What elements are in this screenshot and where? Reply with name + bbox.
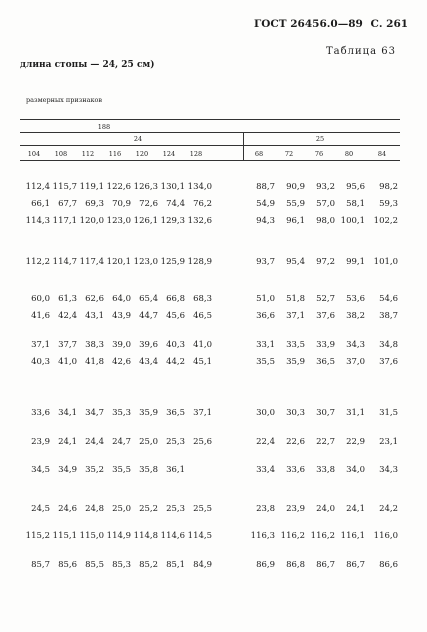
table-cell: 40,3 [31, 357, 50, 367]
table-cell: 33,4 [256, 465, 275, 475]
table-cell: 98,0 [316, 216, 335, 226]
table-label: Таблица 63 [326, 46, 396, 57]
table-cell: 64,0 [112, 294, 131, 304]
table-cell: 41,0 [193, 340, 212, 350]
table-cell: 42,4 [58, 311, 77, 321]
table-cell: 24,1 [58, 437, 77, 447]
table-cell: 85,1 [166, 560, 185, 570]
table-cell: 95,4 [286, 257, 305, 267]
table-cell: 34,7 [85, 408, 104, 418]
table-cell: 51,8 [286, 294, 305, 304]
table-cell: 38,7 [379, 311, 398, 321]
table-cell: 45,6 [166, 311, 185, 321]
table-cell: 31,1 [346, 408, 365, 418]
table-cell: 41,0 [58, 357, 77, 367]
table-cell: 24,7 [112, 437, 131, 447]
table-cell: 130,1 [160, 182, 185, 192]
table-cell: 34,5 [31, 465, 50, 475]
table-cell: 24,1 [346, 504, 365, 514]
table-cell: 36,6 [256, 311, 275, 321]
table-cell: 96,1 [286, 216, 305, 226]
foot-group-25: 25 [315, 135, 325, 143]
table-cell: 54,9 [256, 199, 275, 209]
table-cell: 126,3 [133, 182, 158, 192]
table-cell: 30,0 [256, 408, 275, 418]
table-cell: 62,6 [85, 294, 104, 304]
table-cell: 36,5 [166, 408, 185, 418]
table-cell: 115,1 [52, 531, 77, 541]
column-header: 80 [344, 150, 354, 158]
table-cell: 41,6 [31, 311, 50, 321]
table-cell: 60,0 [31, 294, 50, 304]
table-cell: 35,5 [256, 357, 275, 367]
table-cell: 116,2 [310, 531, 335, 541]
table-cell: 25,3 [166, 437, 185, 447]
table-cell: 129,3 [160, 216, 185, 226]
table-cell: 93,2 [316, 182, 335, 192]
table-cell: 37,0 [346, 357, 365, 367]
table-cell: 25,0 [139, 437, 158, 447]
rule-top [20, 119, 400, 120]
standard-number: ГОСТ 26456.0—89 [254, 18, 363, 30]
table-cell: 22,7 [316, 437, 335, 447]
table-cell: 37,6 [379, 357, 398, 367]
table-cell: 52,7 [316, 294, 335, 304]
table-cell: 123,0 [106, 216, 131, 226]
table-cell: 72,6 [139, 199, 158, 209]
rule-height [20, 132, 400, 133]
column-header: 72 [284, 150, 294, 158]
table-cell: 58,1 [346, 199, 365, 209]
table-cell: 93,7 [256, 257, 275, 267]
table-cell: 40,3 [166, 340, 185, 350]
section-label: размерных признаков [26, 96, 103, 104]
table-cell: 23,9 [286, 504, 305, 514]
table-cell: 23,9 [31, 437, 50, 447]
table-cell: 25,5 [193, 504, 212, 514]
column-header: 104 [27, 150, 41, 158]
table-cell: 43,9 [112, 311, 131, 321]
table-cell: 44,2 [166, 357, 185, 367]
table-cell: 25,0 [112, 504, 131, 514]
table-cell: 66,8 [166, 294, 185, 304]
rule-foot [20, 145, 400, 146]
column-header: 128 [189, 150, 203, 158]
table-cell: 35,2 [85, 465, 104, 475]
table-cell: 38,2 [346, 311, 365, 321]
table-cell: 33,9 [316, 340, 335, 350]
table-cell: 101,0 [373, 257, 398, 267]
table-cell: 125,9 [160, 257, 185, 267]
table-cell: 35,3 [112, 408, 131, 418]
table-cell: 39,0 [112, 340, 131, 350]
table-cell: 54,6 [379, 294, 398, 304]
table-cell: 33,5 [286, 340, 305, 350]
table-cell: 126,1 [133, 216, 158, 226]
table-cell: 24,6 [58, 504, 77, 514]
table-cell: 37,1 [31, 340, 50, 350]
column-header: 116 [108, 150, 122, 158]
table-cell: 112,2 [25, 257, 50, 267]
table-cell: 120,0 [79, 216, 104, 226]
table-cell: 114,7 [52, 257, 77, 267]
table-cell: 57,0 [316, 199, 335, 209]
table-cell: 86,7 [316, 560, 335, 570]
table-cell: 34,1 [58, 408, 77, 418]
table-cell: 114,9 [106, 531, 131, 541]
table-cell: 36,5 [316, 357, 335, 367]
table-cell: 23,1 [379, 437, 398, 447]
table-cell: 43,1 [85, 311, 104, 321]
table-cell: 24,0 [316, 504, 335, 514]
column-header: 68 [254, 150, 264, 158]
table-cell: 43,4 [139, 357, 158, 367]
table-cell: 34,0 [346, 465, 365, 475]
table-cell: 115,0 [79, 531, 104, 541]
table-cell: 22,9 [346, 437, 365, 447]
table-cell: 34,8 [379, 340, 398, 350]
table-cell: 85,3 [112, 560, 131, 570]
table-cell: 42,6 [112, 357, 131, 367]
table-cell: 33,8 [316, 465, 335, 475]
table-cell: 34,3 [379, 465, 398, 475]
table-cell: 34,9 [58, 465, 77, 475]
table-cell: 39,6 [139, 340, 158, 350]
table-cell: 23,8 [256, 504, 275, 514]
table-subtitle: длина стопы — 24, 25 см) [20, 60, 155, 70]
table-cell: 55,9 [286, 199, 305, 209]
table-cell: 30,3 [286, 408, 305, 418]
table-cell: 98,2 [379, 182, 398, 192]
table-cell: 119,1 [79, 182, 104, 192]
table-cell: 123,0 [133, 257, 158, 267]
table-cell: 67,7 [58, 199, 77, 209]
table-cell: 132,6 [187, 216, 212, 226]
table-cell: 100,1 [340, 216, 365, 226]
table-cell: 95,6 [346, 182, 365, 192]
rule-columns [20, 160, 400, 161]
table-cell: 31,5 [379, 408, 398, 418]
table-cell: 22,4 [256, 437, 275, 447]
table-cell: 37,1 [286, 311, 305, 321]
table-cell: 86,6 [379, 560, 398, 570]
table-cell: 86,7 [346, 560, 365, 570]
table-cell: 69,3 [85, 199, 104, 209]
table-cell: 45,1 [193, 357, 212, 367]
table-cell: 134,0 [187, 182, 212, 192]
table-cell: 44,7 [139, 311, 158, 321]
column-header: 84 [377, 150, 387, 158]
table-cell: 114,6 [160, 531, 185, 541]
table-cell: 51,0 [256, 294, 275, 304]
table-cell: 37,7 [58, 340, 77, 350]
table-cell: 120,1 [106, 257, 131, 267]
table-cell: 46,5 [193, 311, 212, 321]
table-cell: 35,5 [112, 465, 131, 475]
table-cell: 70,9 [112, 199, 131, 209]
table-cell: 33,1 [256, 340, 275, 350]
table-cell: 37,6 [316, 311, 335, 321]
table-cell: 114,3 [25, 216, 50, 226]
table-cell: 88,7 [256, 182, 275, 192]
table-cell: 86,8 [286, 560, 305, 570]
height-label: 188 [97, 123, 111, 131]
table-cell: 90,9 [286, 182, 305, 192]
table-cell: 53,6 [346, 294, 365, 304]
table-cell: 128,9 [187, 257, 212, 267]
table-cell: 25,2 [139, 504, 158, 514]
table-cell: 115,7 [52, 182, 77, 192]
table-cell: 112,4 [25, 182, 50, 192]
table-cell: 30,7 [316, 408, 335, 418]
table-cell: 84,9 [193, 560, 212, 570]
table-cell: 85,2 [139, 560, 158, 570]
table-cell: 24,8 [85, 504, 104, 514]
table-cell: 85,7 [31, 560, 50, 570]
column-header: 112 [81, 150, 95, 158]
table-cell: 115,2 [25, 531, 50, 541]
foot-group-24: 24 [133, 135, 143, 143]
table-cell: 85,6 [58, 560, 77, 570]
standard-header [254, 18, 408, 30]
table-cell: 85,5 [85, 560, 104, 570]
table-cell: 76,2 [193, 199, 212, 209]
table-cell: 116,2 [280, 531, 305, 541]
table-cell: 36,1 [166, 465, 185, 475]
table-cell: 122,6 [106, 182, 131, 192]
table-cell: 24,5 [31, 504, 50, 514]
table-cell: 116,3 [250, 531, 275, 541]
table-cell: 117,4 [79, 257, 104, 267]
table-cell: 38,3 [85, 340, 104, 350]
table-cell: 74,4 [166, 199, 185, 209]
table-cell: 65,4 [139, 294, 158, 304]
table-cell: 25,6 [193, 437, 212, 447]
page-number: С. 261 [370, 18, 409, 30]
table-cell: 22,6 [286, 437, 305, 447]
table-cell: 116,0 [373, 531, 398, 541]
table-cell: 86,9 [256, 560, 275, 570]
table-cell: 35,9 [286, 357, 305, 367]
table-cell: 35,8 [139, 465, 158, 475]
table-cell: 94,3 [256, 216, 275, 226]
table-cell: 24,4 [85, 437, 104, 447]
table-cell: 24,2 [379, 504, 398, 514]
table-cell: 35,9 [139, 408, 158, 418]
table-cell: 68,3 [193, 294, 212, 304]
table-cell: 33,6 [31, 408, 50, 418]
table-cell: 41,8 [85, 357, 104, 367]
table-cell: 117,1 [52, 216, 77, 226]
column-header: 120 [135, 150, 149, 158]
group-divider [243, 132, 244, 160]
table-cell: 37,1 [193, 408, 212, 418]
table-cell: 114,5 [187, 531, 212, 541]
table-cell: 34,3 [346, 340, 365, 350]
table-cell: 66,1 [31, 199, 50, 209]
column-header: 124 [162, 150, 176, 158]
column-header: 76 [314, 150, 324, 158]
table-cell: 116,1 [340, 531, 365, 541]
table-cell: 61,3 [58, 294, 77, 304]
table-cell: 102,2 [373, 216, 398, 226]
table-cell: 33,6 [286, 465, 305, 475]
table-cell: 99,1 [346, 257, 365, 267]
table-cell: 114,8 [133, 531, 158, 541]
table-cell: 97,2 [316, 257, 335, 267]
column-header: 108 [54, 150, 68, 158]
table-cell: 25,3 [166, 504, 185, 514]
table-cell: 59,3 [379, 199, 398, 209]
